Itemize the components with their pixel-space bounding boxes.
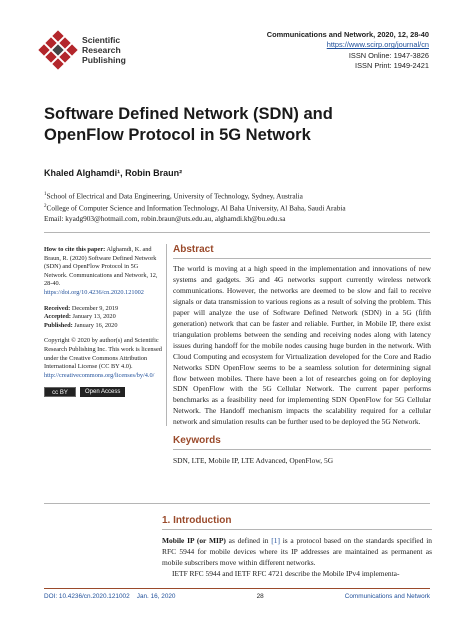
intro-paragraph [162, 536, 432, 569]
issn-print: ISSN Print: 1949-2421 [355, 61, 429, 71]
paper-title-line: Software Defined Network (SDN) and [44, 105, 333, 123]
footer-doi [44, 593, 175, 600]
accepted-label: Accepted: [44, 313, 71, 321]
footer-date: Jan. 16, 2020 [136, 593, 176, 600]
publisher-name-line: Research [82, 45, 121, 55]
keywords-text: SDN, LTE, Mobile IP, LTE Advanced, OpenFlow, 5G [173, 456, 334, 466]
journal-url-link[interactable]: https://www.scirp.org/journal/cn [326, 40, 429, 50]
introduction-text [162, 536, 432, 580]
article-sidebar [44, 246, 162, 397]
affiliation-text: School of Electrical and Data Engineering, University of Technology, Sydney, Australia [46, 191, 303, 201]
affiliation [44, 202, 434, 214]
abstract-section [173, 244, 431, 465]
introduction-heading: 1. Introduction [162, 515, 432, 530]
intro-text-span: as defined in [225, 536, 272, 545]
abstract-heading: Abstract [173, 244, 431, 259]
affiliation-text: College of Computer Science and Information Technology, Al Baha University, Al Baha, Saudi Arabia [46, 203, 346, 213]
publisher-logo [38, 30, 126, 70]
publisher-name-line: Scientific [82, 35, 121, 45]
paper-title [44, 104, 444, 146]
publisher-name-line: Publishing [82, 55, 126, 65]
page-footer [44, 588, 430, 600]
journal-info [267, 30, 429, 72]
introduction-section [162, 515, 432, 580]
authors: Khaled Alghamdi¹, Robin Braun² [44, 168, 183, 178]
published-date: January 16, 2020 [74, 321, 118, 329]
srp-logo-icon [38, 30, 78, 70]
published-label: Published: [44, 321, 73, 329]
intro-text-span: is a protocol based on the standards specified in RFC 5944 for mobile devices where its IP addresses are maintained as permanent as mobile subscribers move within different networks. [162, 536, 432, 567]
affiliations [44, 190, 434, 225]
issn-online: ISSN Online: 1947-3826 [348, 50, 429, 60]
keywords-heading: Keywords [173, 435, 431, 450]
cc-by-badge[interactable]: cc BY [44, 387, 76, 397]
affiliation-mark: 1 [44, 192, 47, 197]
reference-link[interactable]: [1] [271, 536, 280, 545]
received-label: Received: [44, 304, 71, 312]
journal-citation: Communications and Network, 2020, 12, 28-40 [266, 30, 429, 39]
copyright-text: Copyright © 2020 by author(s) and Scientific Research Publishing Inc. This work is licensed under the Creative Commons Attribution International License (CC BY 4.0). [44, 337, 162, 371]
citation-block [44, 246, 162, 298]
footer-journal: Communications and Network [344, 593, 430, 600]
cite-text: Alghamdi, K. and Braun, R. (2020) Software Defined Network (SDN) and OpenFlow Protocol in 5G Network. Communications and Network, 12, 28-40. [44, 246, 158, 288]
paper-title-line: OpenFlow Protocol in 5G Network [44, 126, 311, 144]
abstract-text: The world is moving at a high speed in the implementation and innovations of new systems and gadgets. 3G and 4G networks support currently wireless network communications. However, the networks are deemed to be slow and fail to receive signals or data transmission to various regions as a result of solving the problem. This paper will analyze the use of Software Defined Network (SDN) in a 5G (fifth generation) network that can be faster and reliable. Further, in Mobile IP, there exist triangulation problems between the sending and receiving nodes along with latency issues during handoff for the mobile nodes causing huge burden in the network. With Cloud Computing and ecosystem for Virtualization developed for the Core and Radio Networks SDN OpenFlow seems to be a seamless solution for determining signal flow between mobiles. There have been a lot of researches going on for deploying SDN OpenFlow with the 5G Cellular Network. The current paper performs benchmarks as a feasibility need for implementing SDN OpenFlow for 5G Cellular Network. The Handoff mechanism impacts the scalability required for a cellular network and simulation results can be further used to be deployed the 5G Network. [173, 264, 431, 427]
page-number: 28 [256, 593, 264, 600]
dates-block [44, 305, 162, 331]
license-link[interactable]: http://creativecommons.org/licenses/by/4.0/ [44, 371, 155, 379]
affiliation-mark: 2 [44, 204, 47, 210]
license-badges [44, 387, 162, 397]
column-divider [166, 244, 167, 426]
cite-label: How to cite this paper: [44, 246, 106, 253]
affiliation [44, 190, 434, 202]
intro-lead-term: Mobile IP (or MIP) [162, 536, 226, 545]
copyright-block [44, 337, 162, 380]
divider [44, 232, 430, 233]
divider [44, 503, 430, 504]
received-date: December 9, 2019 [71, 304, 119, 312]
open-access-badge: Open Access [80, 387, 125, 397]
accepted-date: January 13, 2020 [72, 313, 116, 321]
email-line: Email: kyadg903@hotmail.com, robin.braun@uts.edu.au, alghamdi.kh@bu.edu.sa [44, 214, 286, 224]
footer-doi-text: DOI: 10.4236/cn.2020.121002 [44, 593, 130, 600]
intro-paragraph: IETF RFC 5944 and IETF RFC 4721 describe the Mobile IPv4 implementa- [172, 568, 400, 578]
doi-link[interactable]: https://doi.org/10.4236/cn.2020.121002 [44, 288, 144, 296]
publisher-name [82, 35, 126, 65]
